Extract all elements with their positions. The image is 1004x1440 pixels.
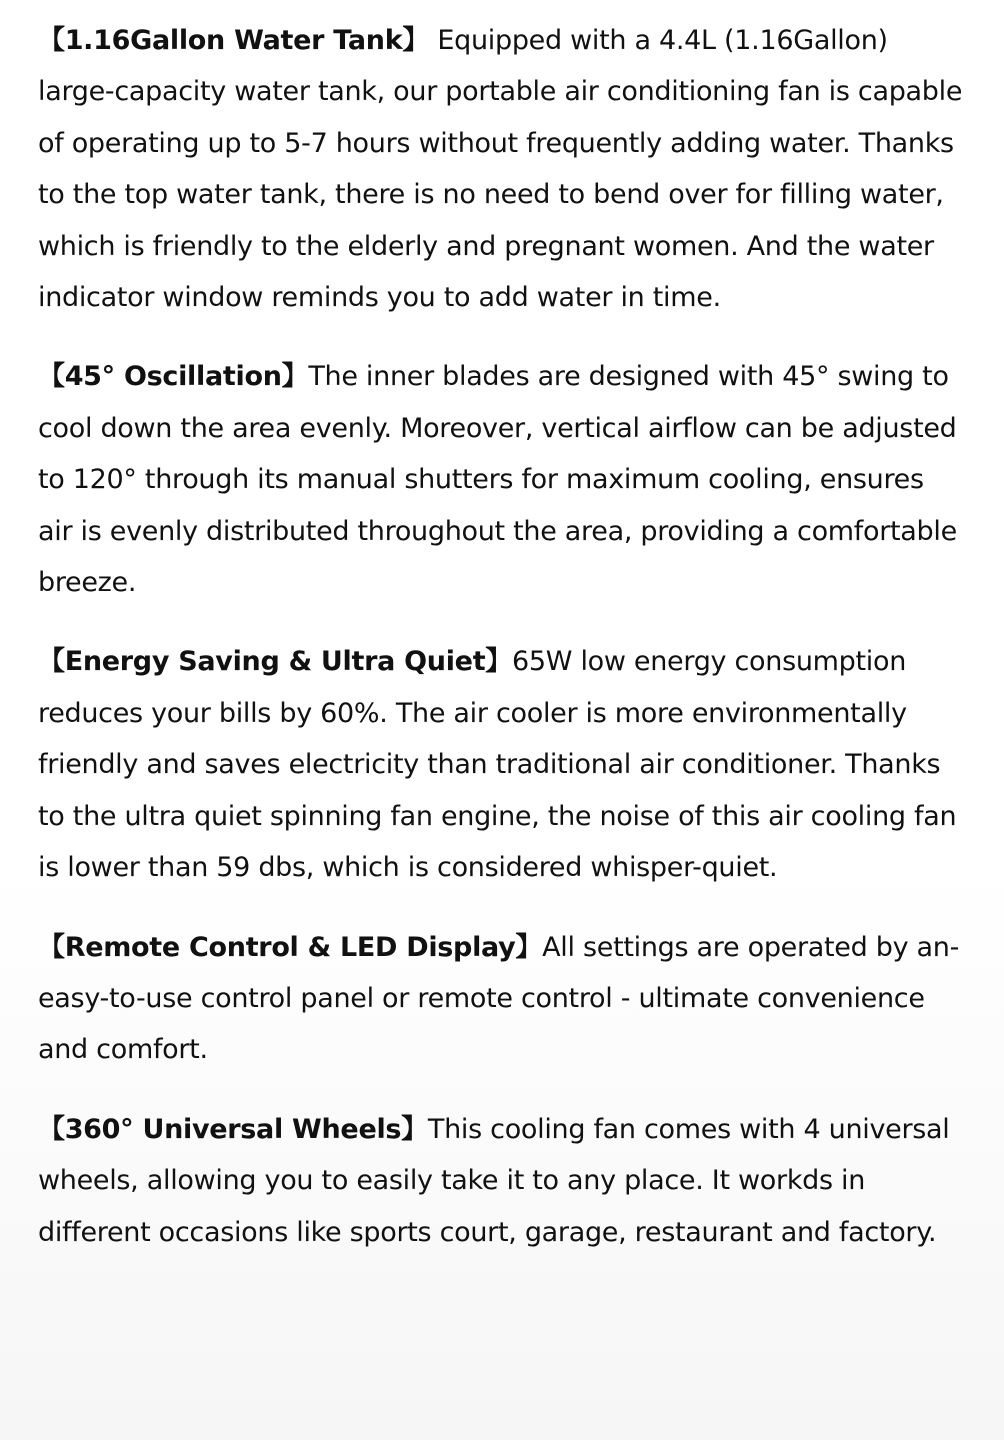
feature-title: 【45° Oscillation】 <box>38 361 309 393</box>
feature-wheels <box>38 1104 966 1258</box>
feature-oscillation <box>38 351 966 608</box>
feature-title: 【1.16Gallon Water Tank】 <box>38 25 430 56</box>
feature-water-tank <box>38 15 966 323</box>
feature-body: This cooling fan comes with 4 universal wheels, allowing you to easily take it to any place. It workds in different occasions like sports court, garage, restaurant and factory. <box>38 1113 950 1248</box>
feature-body: The inner blades are designed with 45° swing to cool down the area evenly. Moreover, vertical airflow can be adjusted to 120° through its manual shutters for maximum cooling, ensures air is evenly distributed throughout the area, providing a comfortable breeze. <box>38 361 957 599</box>
feature-body: All settings are operated by an-easy-to-use control panel or remote control - ultimate convenience and comfort. <box>38 931 960 1066</box>
feature-title: 【360° Universal Wheels】 <box>38 1113 428 1145</box>
feature-body: Equipped with a 4.4L (1.16Gallon) large-capacity water tank, our portable air conditioning fan is capable of operating up to 5-7 hours without frequently adding water. Thanks to the top water tank, there is no need to bend over for filling water, which is friendly to the elderly and pregnant women. And the water indicator window reminds you to add water in time. <box>38 25 963 314</box>
feature-body: 65W low energy consumption reduces your bills by 60%. The air cooler is more environmentally friendly and saves electricity than traditional air conditioner. Thanks to the ultra quiet spinning fan engine, the noise of this air cooling fan is lower than 59 dbs, which is considered whisper-quiet. <box>38 646 957 884</box>
feature-title: 【Energy Saving & Ultra Quiet】 <box>38 646 513 678</box>
feature-remote-control <box>38 922 966 1076</box>
feature-title: 【Remote Control & LED Display】 <box>38 931 543 963</box>
feature-energy-saving <box>38 636 966 893</box>
